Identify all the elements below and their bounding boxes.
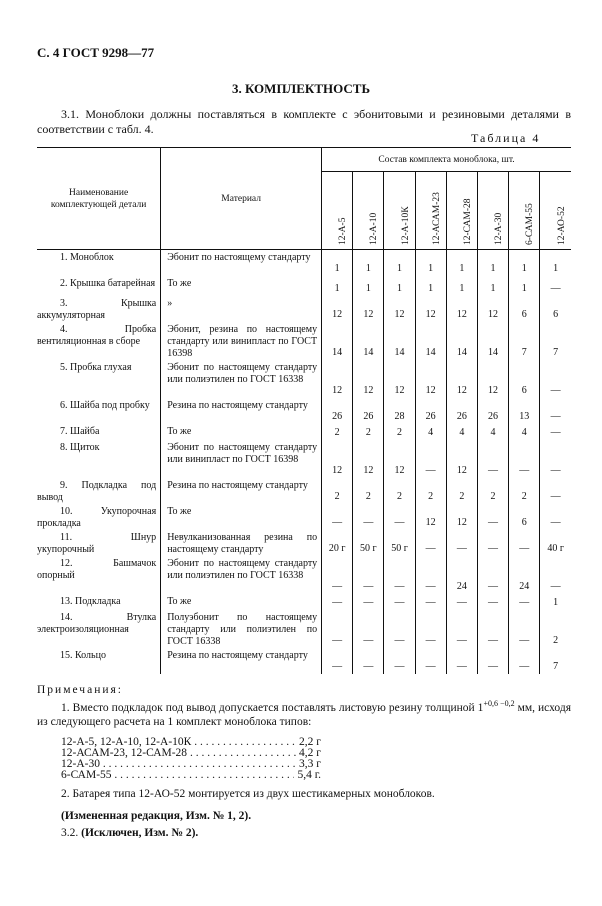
composition-table [37, 147, 571, 674]
quantity-cell: — [415, 610, 446, 648]
quantity-cell: 7 [509, 322, 540, 360]
table-row [37, 276, 571, 296]
quantity-cell: 26 [477, 398, 508, 424]
quantity-cell: 4 [446, 424, 477, 440]
type-header-label: 12-А-5 [338, 217, 349, 245]
quantity-cell: 1 [322, 250, 353, 276]
quantity-cell: — [477, 594, 508, 610]
notes-title: Примечания: [37, 684, 123, 696]
part-name: 2. Крышка батарейная [60, 277, 156, 289]
quantity-cell: 50 г [353, 530, 384, 556]
weight-list [61, 737, 571, 781]
para-3-2 [37, 826, 571, 840]
type-header [477, 172, 508, 250]
part-material: Резина по настоящему стандарту [161, 398, 322, 424]
type-header [322, 172, 353, 250]
note-1-text: 1. Вместо подкладок под вывод допускается поставлять листовую резину толщиной 1 [61, 701, 484, 714]
quantity-cell: 1 [415, 250, 446, 276]
part-material: То же [161, 504, 322, 530]
weight-list-item [61, 759, 321, 770]
part-name: 14. Втулка электроизоляционная [37, 611, 157, 635]
quantity-cell: 12 [384, 296, 415, 322]
quantity-cell: 2 [415, 478, 446, 504]
part-material: Эбонит, резина по настоящему стандарту или винипласт по ГОСТ 16398 [161, 322, 322, 360]
group-header: Состав комплекта моноблока, шт. [322, 148, 571, 172]
quantity-cell: 24 [509, 556, 540, 594]
quantity-cell: — [384, 610, 415, 648]
quantity-cell: — [540, 360, 571, 398]
quantity-cell: 1 [540, 250, 571, 276]
quantity-cell: — [322, 648, 353, 674]
table-row [37, 610, 571, 648]
quantity-cell: 12 [384, 360, 415, 398]
part-material: Полуэбонит по настоящему стандарту или полиэтилен по ГОСТ 16338 [161, 610, 322, 648]
weight-list-item [61, 770, 321, 781]
table-row [37, 648, 571, 674]
quantity-cell: — [322, 556, 353, 594]
part-name: 4. Пробка вентиляционная в сборе [37, 323, 157, 347]
part-material: Резина по настоящему стандарту [161, 648, 322, 674]
quantity-cell: 14 [415, 322, 446, 360]
quantity-cell: 1 [446, 250, 477, 276]
quantity-cell: 4 [477, 424, 508, 440]
quantity-cell: 28 [384, 398, 415, 424]
para-3-2-number: 3.2. [61, 826, 79, 839]
part-name: 12. Башмачок опорный [37, 557, 157, 581]
quantity-cell: 14 [384, 322, 415, 360]
note-1-tolerance: +0,6 −0,2 [483, 699, 515, 708]
type-header-label: 12-А-10 [369, 212, 380, 245]
quantity-cell: 24 [446, 556, 477, 594]
part-material: Эбонит по настоящему стандарту [161, 250, 322, 276]
type-header [446, 172, 477, 250]
weight-list-value: 2,2 г [296, 737, 321, 748]
quantity-cell: 1 [353, 276, 384, 296]
quantity-cell: — [477, 440, 508, 478]
part-name: 15. Кольцо [60, 649, 106, 661]
quantity-cell: 2 [384, 424, 415, 440]
quantity-cell: 2 [540, 610, 571, 648]
quantity-cell: — [540, 276, 571, 296]
type-header [353, 172, 384, 250]
quantity-cell: 50 г [384, 530, 415, 556]
part-material: Эбонит по настоящему стандарту или полиэтилен по ГОСТ 16338 [161, 556, 322, 594]
type-header-label: 12-АО-52 [556, 206, 567, 245]
quantity-cell: — [509, 610, 540, 648]
quantity-cell: 2 [322, 424, 353, 440]
part-name: 8. Щиток [60, 441, 100, 453]
weight-list-item [61, 737, 321, 748]
quantity-cell: — [446, 610, 477, 648]
type-header-label: 12-А-30 [494, 212, 505, 245]
quantity-cell: 12 [415, 360, 446, 398]
note-1-text-end: мм, исходя из следующего расчета на 1 комплект моноблока типов: [37, 701, 571, 728]
part-material: Резина по настоящему стандарту [161, 478, 322, 504]
col-name-header: Наименование комплектующей детали [37, 148, 161, 250]
quantity-cell: 12 [477, 296, 508, 322]
weight-list-item [61, 748, 321, 759]
weight-list-label: 12-А-5, 12-А-10, 12-А-10К . . . [61, 737, 321, 748]
quantity-cell: — [415, 530, 446, 556]
quantity-cell: — [540, 424, 571, 440]
notes [37, 683, 571, 840]
quantity-cell: — [477, 610, 508, 648]
quantity-cell: 12 [353, 360, 384, 398]
quantity-cell: 20 г [322, 530, 353, 556]
table-row [37, 296, 571, 322]
quantity-cell: 1 [384, 276, 415, 296]
part-material: » [161, 296, 322, 322]
quantity-cell: — [384, 648, 415, 674]
quantity-cell: 12 [322, 440, 353, 478]
quantity-cell: 1 [477, 250, 508, 276]
quantity-cell: — [322, 504, 353, 530]
quantity-cell: 1 [540, 594, 571, 610]
quantity-cell: 26 [446, 398, 477, 424]
quantity-cell: 6 [509, 504, 540, 530]
quantity-cell: 1 [322, 276, 353, 296]
part-name: 9. Подкладка под вывод [37, 479, 157, 503]
part-material: Невулканизованная резина по настоящему стандарту [161, 530, 322, 556]
quantity-cell: 26 [322, 398, 353, 424]
quantity-cell: 6 [509, 296, 540, 322]
quantity-cell: — [540, 556, 571, 594]
quantity-cell: — [540, 398, 571, 424]
part-material: То же [161, 276, 322, 296]
type-header [415, 172, 446, 250]
quantity-cell: — [353, 648, 384, 674]
quantity-cell: — [509, 648, 540, 674]
quantity-cell: 1 [509, 276, 540, 296]
quantity-cell: 14 [322, 322, 353, 360]
quantity-cell: — [384, 504, 415, 530]
quantity-cell: 26 [353, 398, 384, 424]
table-row [37, 556, 571, 594]
type-header [540, 172, 571, 250]
quantity-cell: — [446, 530, 477, 556]
table-row [37, 594, 571, 610]
quantity-cell: 12 [446, 440, 477, 478]
para-3-2-text: (Исключен, Изм. № 2). [78, 826, 199, 839]
part-name: 1. Моноблок [60, 252, 114, 263]
quantity-cell: 1 [353, 250, 384, 276]
quantity-cell: 14 [446, 322, 477, 360]
quantity-cell: 2 [384, 478, 415, 504]
quantity-cell: 14 [353, 322, 384, 360]
quantity-cell: 2 [322, 478, 353, 504]
quantity-cell: 7 [540, 648, 571, 674]
quantity-cell: — [509, 440, 540, 478]
table-row [37, 504, 571, 530]
quantity-cell: 12 [415, 504, 446, 530]
quantity-cell: — [322, 610, 353, 648]
part-material: Эбонит по настоящему стандарту или винипласт по ГОСТ 16398 [161, 440, 322, 478]
type-header-label: 6-САМ-55 [525, 203, 536, 245]
part-name: 6. Шайба под пробку [60, 399, 150, 411]
quantity-cell: 6 [540, 296, 571, 322]
quantity-cell: — [477, 530, 508, 556]
quantity-cell: — [415, 594, 446, 610]
weight-list-label: 6-САМ-55 . . . [61, 770, 321, 781]
quantity-cell: 14 [477, 322, 508, 360]
quantity-cell: 4 [415, 424, 446, 440]
quantity-cell: 26 [415, 398, 446, 424]
table-row [37, 398, 571, 424]
table-row [37, 250, 571, 276]
quantity-cell: 2 [353, 424, 384, 440]
quantity-cell: — [353, 556, 384, 594]
quantity-cell: — [477, 504, 508, 530]
quantity-cell: 2 [509, 478, 540, 504]
table-row [37, 478, 571, 504]
quantity-cell: — [322, 594, 353, 610]
note-2: 2. Батарея типа 12-АО-52 монтируется из двух шестикамерных моноблоков. [61, 787, 435, 800]
quantity-cell: 1 [446, 276, 477, 296]
quantity-cell: 12 [322, 360, 353, 398]
quantity-cell: 12 [446, 504, 477, 530]
quantity-cell: 7 [540, 322, 571, 360]
quantity-cell: — [509, 594, 540, 610]
quantity-cell: 2 [353, 478, 384, 504]
weight-list-label: 12-АСАМ-23, 12-САМ-28 . . . [61, 748, 321, 759]
quantity-cell: 12 [322, 296, 353, 322]
weight-list-value: 4,2 г [296, 748, 321, 759]
table-row [37, 322, 571, 360]
quantity-cell: — [384, 594, 415, 610]
quantity-cell: — [477, 648, 508, 674]
type-header-label: 12-АСАМ-23 [431, 192, 442, 245]
quantity-cell: — [415, 440, 446, 478]
weight-list-label: 12-А-30 . . . [61, 759, 321, 770]
quantity-cell: 12 [415, 296, 446, 322]
type-header-label: 12-А-10К [400, 206, 411, 245]
intro-paragraph: 3.1. Моноблоки должны поставляться в комплекте с эбонитовыми и резиновыми деталями в соответствии с табл. 4. [37, 107, 571, 136]
quantity-cell: 2 [446, 478, 477, 504]
quantity-cell: 1 [477, 276, 508, 296]
quantity-cell: 12 [353, 296, 384, 322]
quantity-cell: — [446, 594, 477, 610]
quantity-cell: 12 [446, 296, 477, 322]
part-name: 7. Шайба [60, 425, 100, 437]
quantity-cell: — [477, 556, 508, 594]
part-name: 13. Подкладка [60, 595, 121, 607]
quantity-cell: 4 [509, 424, 540, 440]
quantity-cell: — [353, 504, 384, 530]
table-row [37, 424, 571, 440]
quantity-cell: — [509, 530, 540, 556]
type-header [384, 172, 415, 250]
table-row [37, 530, 571, 556]
quantity-cell: — [384, 556, 415, 594]
note-1 [37, 697, 571, 729]
amendment-note: (Измененная редакция, Изм. № 1, 2). [61, 809, 252, 822]
page-header: С. 4 ГОСТ 9298—77 [37, 45, 155, 60]
quantity-cell: — [415, 556, 446, 594]
part-name: 3. Крышка аккумуляторная [37, 297, 157, 321]
part-material: Эбонит по настоящему стандарту или полиэтилен по ГОСТ 16338 [161, 360, 322, 398]
quantity-cell: 12 [353, 440, 384, 478]
part-material: То же [161, 594, 322, 610]
part-name: 10. Укупорочная прокладка [37, 505, 157, 529]
quantity-cell: — [446, 648, 477, 674]
weight-list-value: 5,4 г. [294, 770, 321, 781]
quantity-cell: — [540, 504, 571, 530]
weight-list-value: 3,3 г [296, 759, 321, 770]
section-title: 3. КОМПЛЕКТНОСТЬ [231, 81, 371, 96]
type-header-label: 12-САМ-28 [462, 198, 473, 245]
part-material: То же [161, 424, 322, 440]
quantity-cell: 12 [446, 360, 477, 398]
part-name: 11. Шнур укупорочный [37, 531, 157, 555]
quantity-cell: 1 [384, 250, 415, 276]
quantity-cell: — [353, 594, 384, 610]
type-header [509, 172, 540, 250]
table-row [37, 360, 571, 398]
quantity-cell: 1 [509, 250, 540, 276]
quantity-cell: 1 [415, 276, 446, 296]
quantity-cell: — [540, 478, 571, 504]
col-material-header: Материал [161, 148, 322, 250]
quantity-cell: 2 [477, 478, 508, 504]
quantity-cell: 40 г [540, 530, 571, 556]
quantity-cell: 12 [477, 360, 508, 398]
quantity-cell: 13 [509, 398, 540, 424]
part-name: 5. Пробка глухая [60, 361, 132, 373]
quantity-cell: — [540, 440, 571, 478]
quantity-cell: — [353, 610, 384, 648]
table-row [37, 440, 571, 478]
table-caption: Таблица 4 [471, 131, 541, 145]
quantity-cell: 6 [509, 360, 540, 398]
quantity-cell: — [415, 648, 446, 674]
quantity-cell: 12 [384, 440, 415, 478]
